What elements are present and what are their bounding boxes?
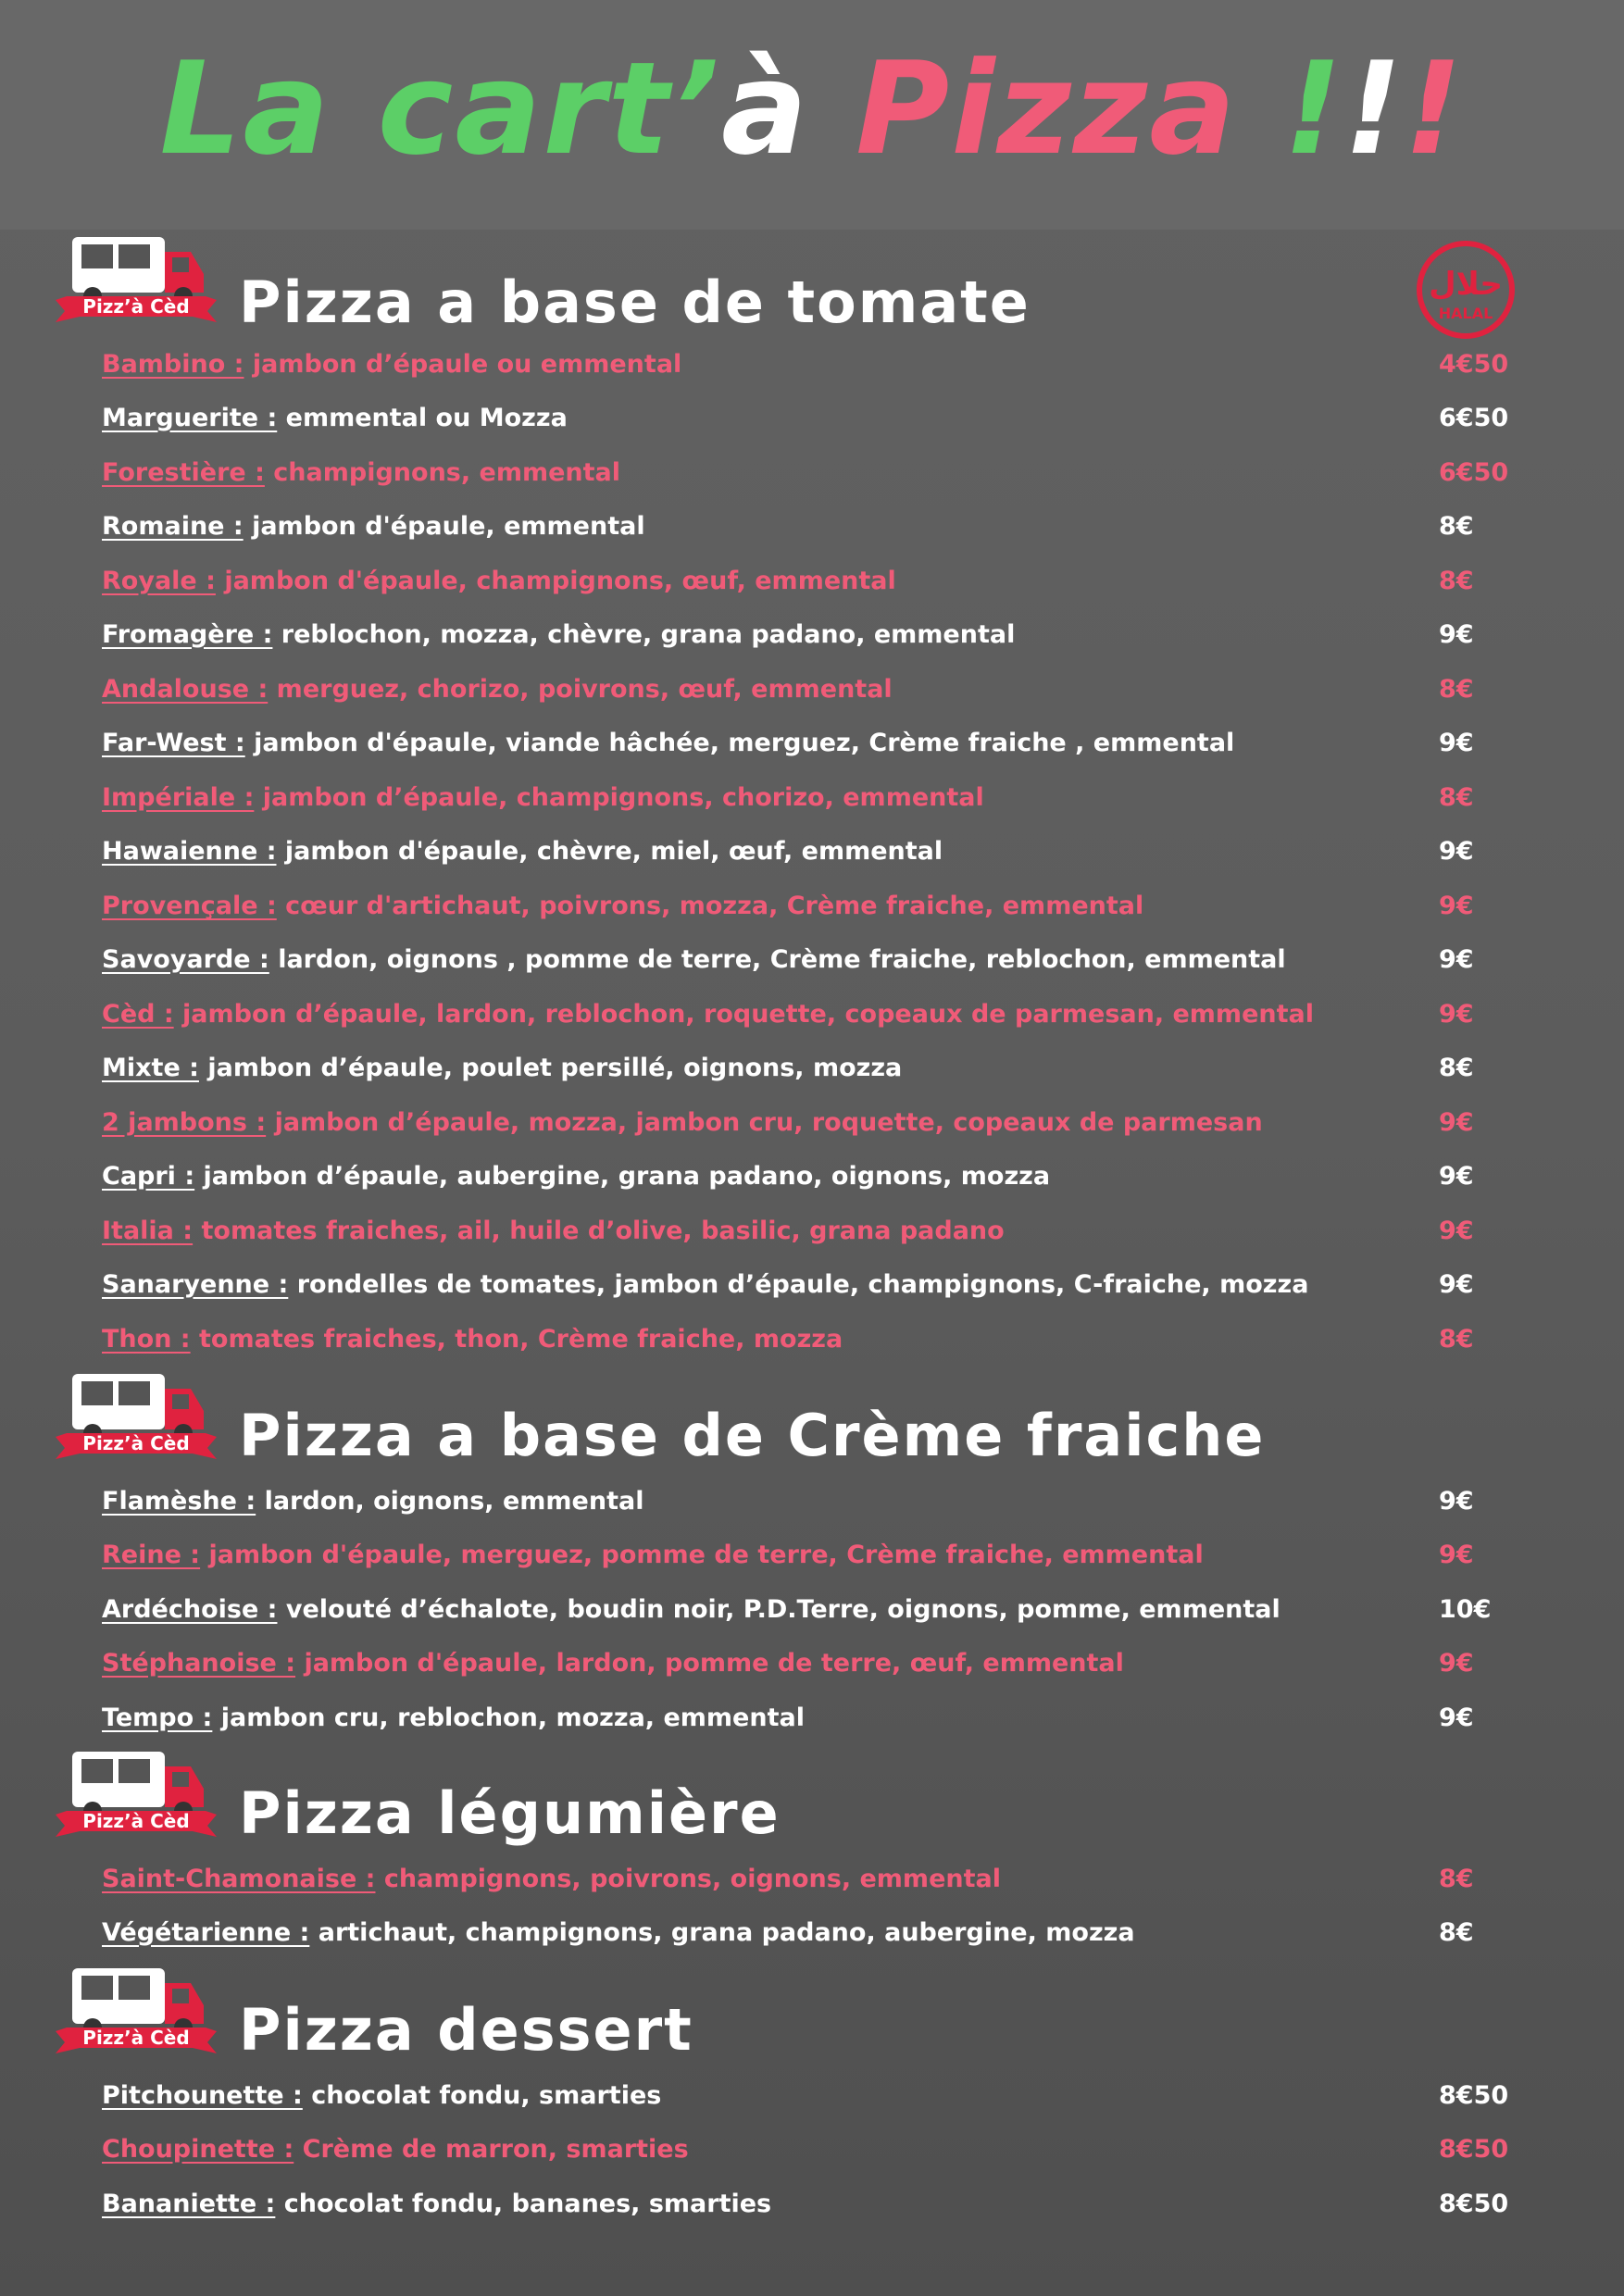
menu-item-sanaryenne bbox=[102, 1267, 1528, 1304]
menu-item-royale bbox=[102, 563, 1528, 600]
logo-text: Pizz’à Cèd bbox=[82, 295, 190, 318]
menu-item-hawaienne bbox=[102, 833, 1528, 870]
item-desc: emmental ou Mozza bbox=[277, 404, 568, 432]
logo-text: Pizz’à Cèd bbox=[82, 2027, 190, 2049]
item-name: Fromagère : bbox=[102, 620, 273, 649]
item-desc: rondelles de tomates, jambon d’épaule, champignons, C-fraiche, mozza bbox=[288, 1270, 1309, 1299]
item-desc: jambon d’épaule, aubergine, grana padano, oignons, mozza bbox=[194, 1162, 1051, 1191]
menu-item-marguerite bbox=[102, 400, 1528, 437]
item-desc: jambon d’épaule, mozza, jambon cru, roquette, copeaux de parmesan bbox=[266, 1108, 1263, 1137]
item-name: Capri : bbox=[102, 1162, 195, 1191]
item-desc: lardon, oignons, emmental bbox=[256, 1487, 644, 1516]
title-part-a: à bbox=[720, 34, 810, 183]
item-name: Bananiette : bbox=[102, 2190, 276, 2218]
item-price: 8€ bbox=[1439, 1865, 1474, 1893]
menu-item-2-jambons bbox=[102, 1104, 1528, 1142]
item-price: 9€ bbox=[1439, 892, 1474, 920]
item-desc: lardon, oignons , pomme de terre, Crème fraiche, reblochon, emmental bbox=[269, 945, 1286, 974]
item-name: Végétarienne : bbox=[102, 1918, 310, 1947]
menu-item-romaine bbox=[102, 508, 1528, 545]
item-desc: champignons, poivrons, oignons, emmental bbox=[375, 1865, 1001, 1893]
halal-arabic: حلال bbox=[1429, 266, 1503, 303]
menu-item-flameshe bbox=[102, 1483, 1528, 1520]
item-price: 9€ bbox=[1439, 1162, 1474, 1191]
item-name: Thon : bbox=[102, 1325, 191, 1354]
section-title-tomate: Pizza a base de tomate bbox=[239, 268, 1031, 336]
item-name: Ardéchoise : bbox=[102, 1595, 278, 1624]
menu-item-savoyarde bbox=[102, 942, 1528, 979]
food-truck-logo bbox=[54, 1746, 219, 1846]
item-name: Flamèshe : bbox=[102, 1487, 256, 1516]
item-name: Forestière : bbox=[102, 458, 265, 487]
item-desc: Crème de marron, smarties bbox=[294, 2135, 689, 2164]
menu-item-forestiere bbox=[102, 455, 1528, 492]
title-exclamation-white: ! bbox=[1343, 34, 1405, 183]
food-truck-logo bbox=[54, 231, 219, 331]
item-price: 9€ bbox=[1439, 1270, 1474, 1299]
item-price: 8€50 bbox=[1439, 2190, 1509, 2218]
item-desc: velouté d’échalote, boudin noir, P.D.Terre, oignons, pomme, emmental bbox=[277, 1595, 1280, 1624]
menu-item-italia bbox=[102, 1213, 1528, 1250]
item-desc: champignons, emmental bbox=[264, 458, 621, 487]
item-price: 8€ bbox=[1439, 1325, 1474, 1354]
item-desc: tomates fraiches, ail, huile d’olive, basilic, grana padano bbox=[193, 1217, 1005, 1245]
item-name: Andalouse : bbox=[102, 675, 269, 704]
title-part-la-cart: La cart’ bbox=[159, 34, 721, 183]
item-desc: jambon cru, reblochon, mozza, emmental bbox=[212, 1703, 805, 1732]
menu-item-thon bbox=[102, 1321, 1528, 1358]
item-desc: tomates fraiches, thon, Crème fraiche, mozza bbox=[190, 1325, 843, 1354]
item-price: 4€50 bbox=[1439, 350, 1509, 379]
item-price: 8€ bbox=[1439, 783, 1474, 812]
item-name: Impériale : bbox=[102, 783, 255, 812]
menu-item-ardechoise bbox=[102, 1591, 1528, 1628]
menu-item-mixte bbox=[102, 1050, 1528, 1087]
item-price: 8€ bbox=[1439, 1054, 1474, 1082]
item-price: 9€ bbox=[1439, 945, 1474, 974]
halal-text: HALAL bbox=[1438, 305, 1493, 322]
item-name: Stéphanoise : bbox=[102, 1649, 296, 1678]
item-name: Hawaienne : bbox=[102, 837, 277, 866]
item-name: Reine : bbox=[102, 1541, 201, 1569]
menu-item-stephanoise bbox=[102, 1645, 1528, 1682]
item-name: Choupinette : bbox=[102, 2135, 294, 2164]
item-name: Tempo : bbox=[102, 1703, 213, 1732]
menu-item-imperiale bbox=[102, 780, 1528, 817]
item-desc: chocolat fondu, smarties bbox=[302, 2081, 662, 2110]
item-price: 9€ bbox=[1439, 1108, 1474, 1137]
menu-item-capri bbox=[102, 1158, 1528, 1195]
item-desc: jambon d'épaule, chèvre, miel, œuf, emmental bbox=[276, 837, 943, 866]
menu-item-fromagere bbox=[102, 617, 1528, 654]
item-price: 6€50 bbox=[1439, 458, 1509, 487]
item-name: Romaine : bbox=[102, 512, 244, 541]
menu-item-bambino bbox=[102, 346, 1528, 383]
title-part-pizza: Pizza bbox=[856, 34, 1238, 183]
title-exclamation-green: ! bbox=[1283, 34, 1344, 183]
title-exclamation-pink: ! bbox=[1404, 34, 1465, 183]
item-name: Sanaryenne : bbox=[102, 1270, 289, 1299]
item-desc: artichaut, champignons, grana padano, aubergine, mozza bbox=[309, 1918, 1135, 1947]
item-price: 8€50 bbox=[1439, 2081, 1509, 2110]
item-name: Pitchounette : bbox=[102, 2081, 303, 2110]
item-price: 8€50 bbox=[1439, 2135, 1509, 2164]
item-name: Marguerite : bbox=[102, 404, 278, 432]
menu-item-pitchounette bbox=[102, 2078, 1528, 2115]
menu-item-choupinette bbox=[102, 2131, 1528, 2168]
food-truck-logo bbox=[54, 1368, 219, 1468]
item-name: Royale : bbox=[102, 567, 216, 595]
item-price: 9€ bbox=[1439, 1000, 1474, 1029]
menu-item-provencale bbox=[102, 888, 1528, 925]
item-desc: cœur d'artichaut, poivrons, mozza, Crème fraiche, emmental bbox=[276, 892, 1144, 920]
item-name: Bambino : bbox=[102, 350, 244, 379]
item-name: Italia : bbox=[102, 1217, 194, 1245]
item-desc: jambon d’épaule ou emmental bbox=[244, 350, 682, 379]
halal-badge bbox=[1415, 239, 1517, 341]
header-banner bbox=[0, 0, 1624, 230]
food-truck-logo bbox=[54, 1963, 219, 2063]
item-desc: chocolat fondu, bananes, smarties bbox=[275, 2190, 772, 2218]
logo-text: Pizz’à Cèd bbox=[82, 1432, 190, 1454]
item-price: 8€ bbox=[1439, 512, 1474, 541]
menu-item-reine bbox=[102, 1537, 1528, 1574]
item-price: 9€ bbox=[1439, 620, 1474, 649]
item-name: Cèd : bbox=[102, 1000, 174, 1029]
section-title-creme-fraiche: Pizza a base de Crème fraiche bbox=[239, 1402, 1266, 1469]
item-desc: jambon d’épaule, lardon, reblochon, roquette, copeaux de parmesan, emmental bbox=[173, 1000, 1314, 1029]
item-name: 2 jambons : bbox=[102, 1108, 267, 1137]
item-desc: jambon d'épaule, emmental bbox=[243, 512, 645, 541]
item-price: 10€ bbox=[1439, 1595, 1492, 1624]
item-desc: jambon d'épaule, merguez, pomme de terre, Crème fraiche, emmental bbox=[200, 1541, 1204, 1569]
menu-item-saint-chamonaise bbox=[102, 1861, 1528, 1898]
page-title bbox=[160, 35, 1465, 183]
item-price: 9€ bbox=[1439, 1217, 1474, 1245]
section-title-legumiere: Pizza légumière bbox=[239, 1779, 781, 1847]
menu-item-andalouse bbox=[102, 671, 1528, 708]
item-price: 9€ bbox=[1439, 1703, 1474, 1732]
item-desc: jambon d'épaule, lardon, pomme de terre, œuf, emmental bbox=[295, 1649, 1124, 1678]
menu-item-vegetarienne bbox=[102, 1915, 1528, 1952]
item-name: Saint-Chamonaise : bbox=[102, 1865, 376, 1893]
item-name: Far-West : bbox=[102, 729, 245, 757]
item-desc: reblochon, mozza, chèvre, grana padano, emmental bbox=[272, 620, 1016, 649]
item-name: Provençale : bbox=[102, 892, 277, 920]
item-price: 9€ bbox=[1439, 1487, 1474, 1516]
menu-item-bananiette bbox=[102, 2186, 1528, 2223]
item-price: 9€ bbox=[1439, 1541, 1474, 1569]
item-desc: jambon d’épaule, champignons, chorizo, emmental bbox=[254, 783, 984, 812]
menu-item-tempo bbox=[102, 1700, 1528, 1737]
item-price: 9€ bbox=[1439, 1649, 1474, 1678]
item-desc: merguez, chorizo, poivrons, œuf, emmental bbox=[268, 675, 893, 704]
item-desc: jambon d’épaule, poulet persillé, oignons, mozza bbox=[198, 1054, 903, 1082]
item-price: 8€ bbox=[1439, 567, 1474, 595]
item-price: 8€ bbox=[1439, 675, 1474, 704]
menu-item-ced bbox=[102, 996, 1528, 1033]
item-price: 8€ bbox=[1439, 1918, 1474, 1947]
item-price: 9€ bbox=[1439, 729, 1474, 757]
section-title-dessert: Pizza dessert bbox=[239, 1996, 693, 2064]
item-name: Savoyarde : bbox=[102, 945, 269, 974]
logo-text: Pizz’à Cèd bbox=[82, 1810, 190, 1832]
item-desc: jambon d'épaule, champignons, œuf, emmental bbox=[215, 567, 896, 595]
item-name: Mixte : bbox=[102, 1054, 199, 1082]
item-desc: jambon d'épaule, viande hâchée, merguez, Crème fraiche , emmental bbox=[244, 729, 1235, 757]
item-price: 6€50 bbox=[1439, 404, 1509, 432]
item-price: 9€ bbox=[1439, 837, 1474, 866]
menu-item-far-west bbox=[102, 725, 1528, 762]
